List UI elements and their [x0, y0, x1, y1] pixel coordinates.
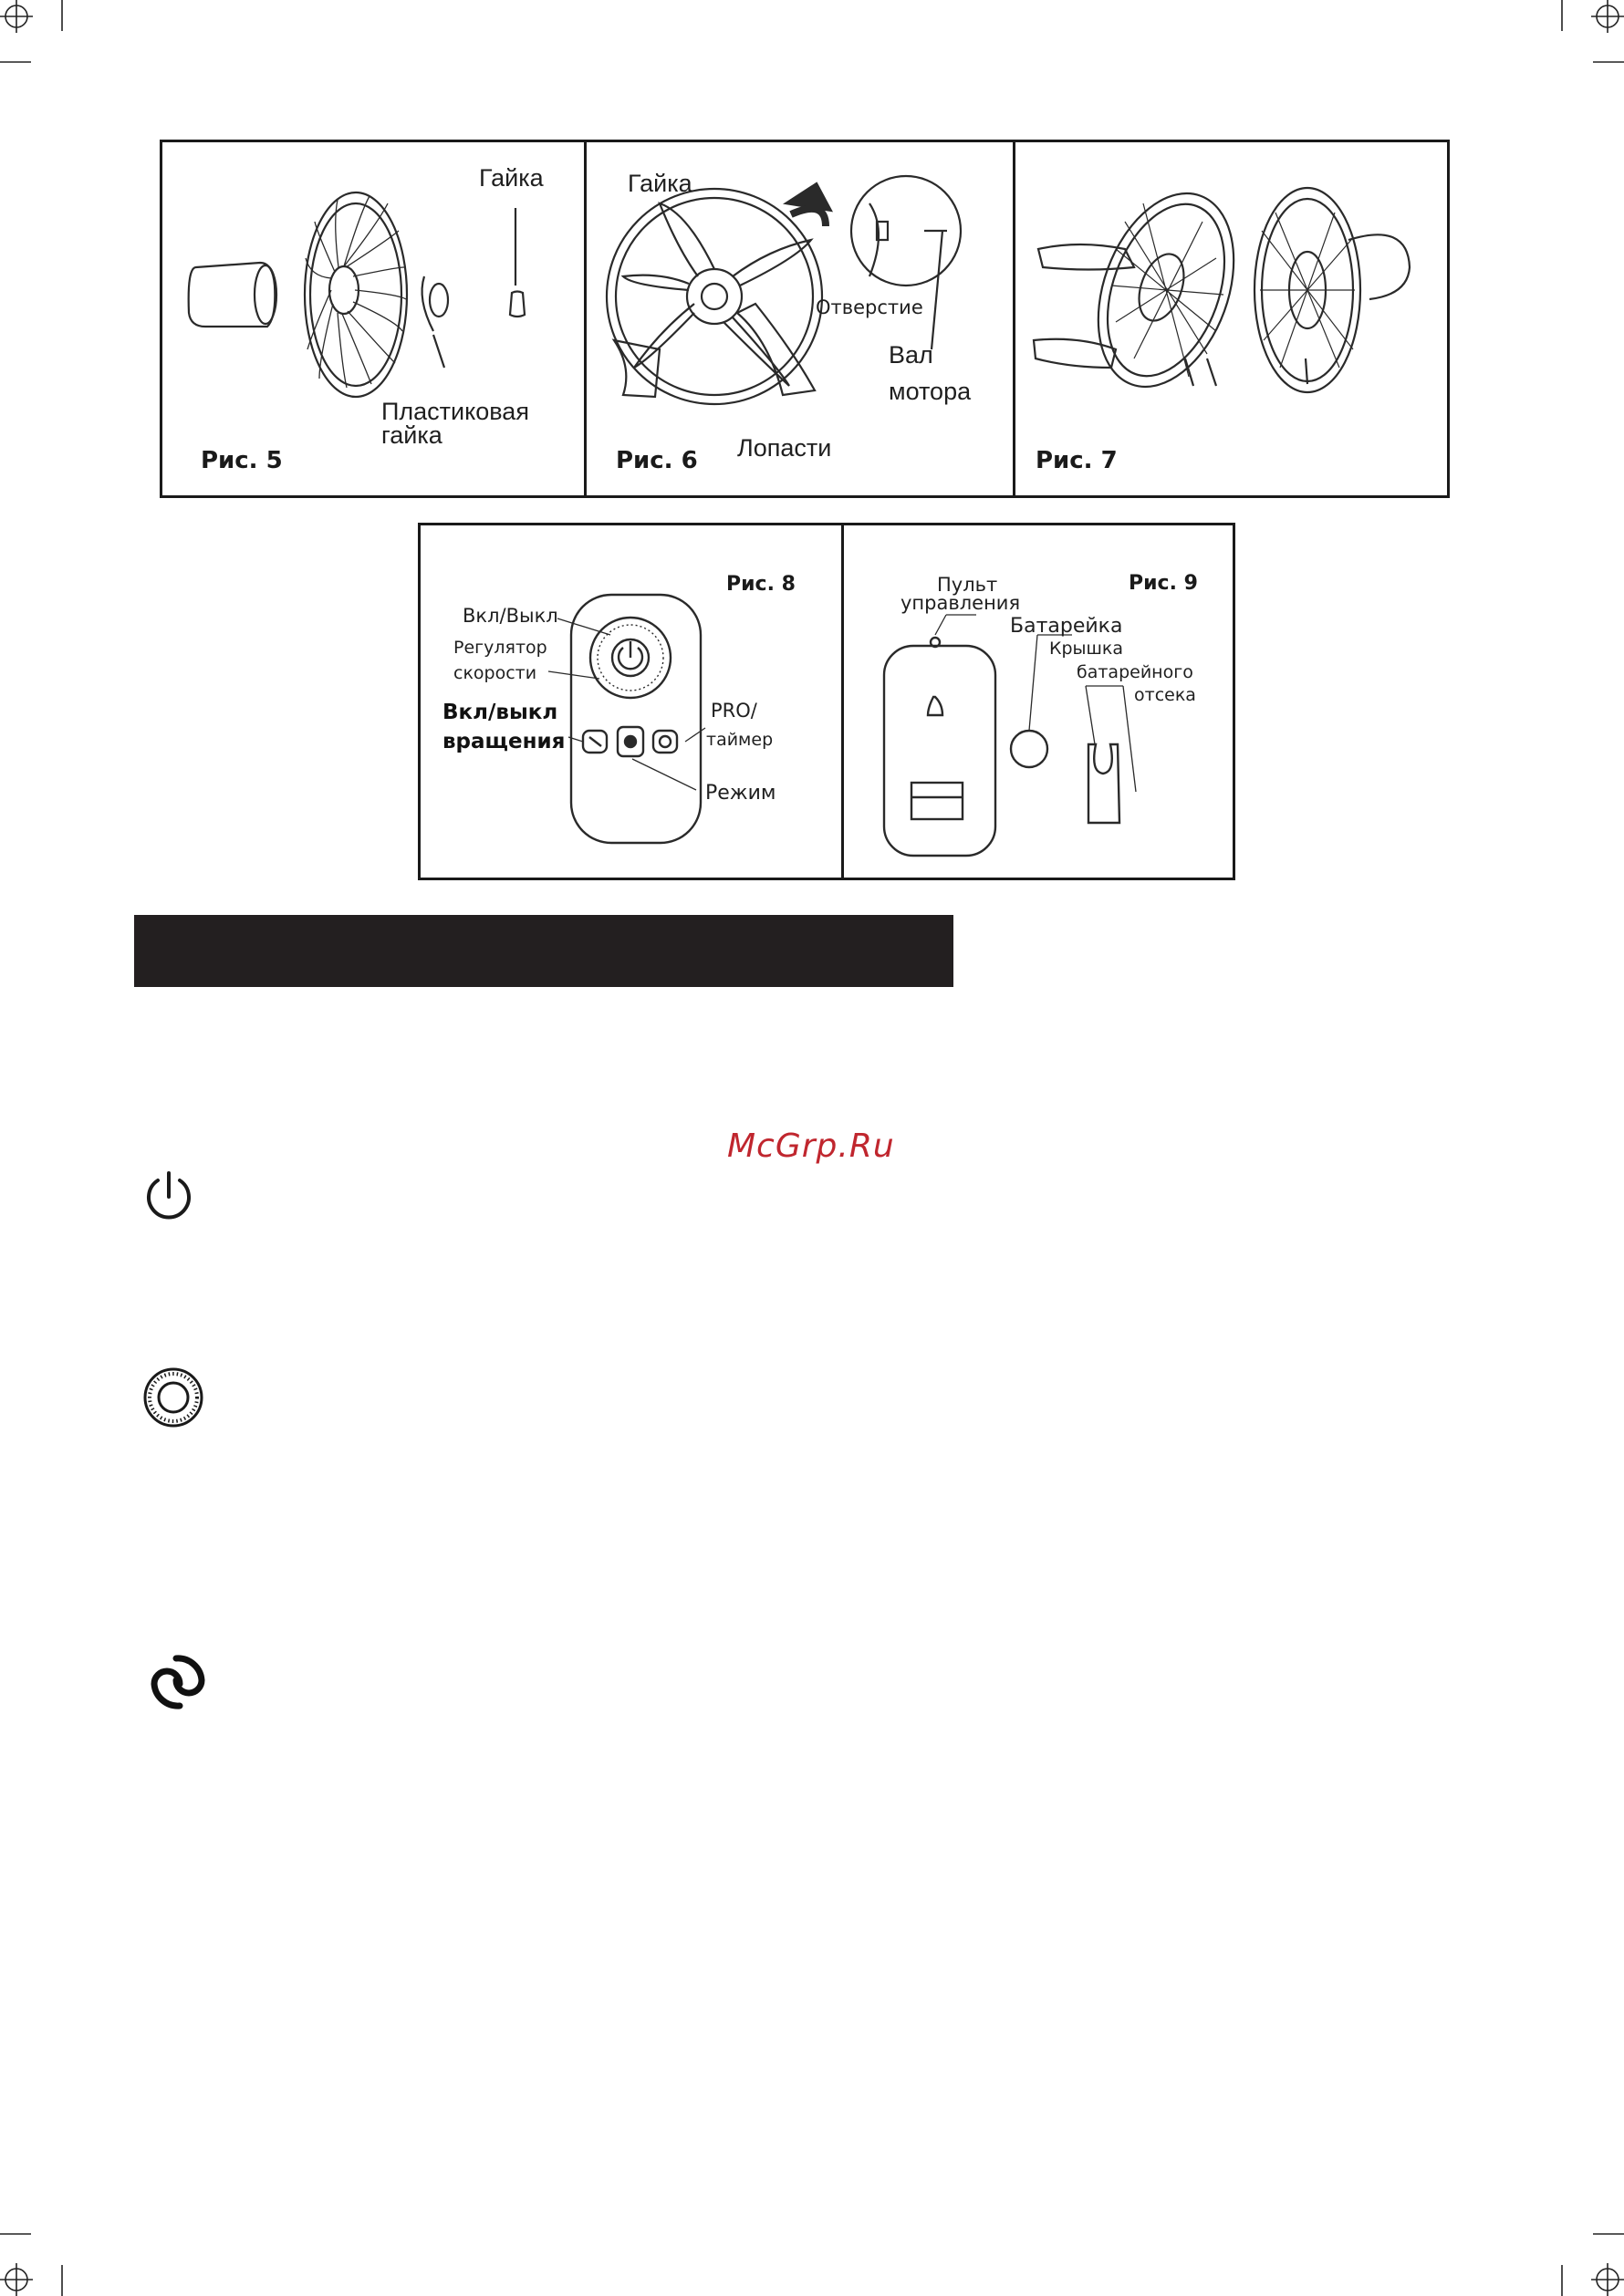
fig5-nut-label: Гайка: [479, 164, 544, 192]
fig8-speed-label-2: скорости: [453, 663, 537, 683]
fig8-mode-label: Режим: [705, 782, 776, 805]
fig8-power-label: Вкл/Выкл: [463, 605, 558, 627]
fig5-caption: Рис. 5: [201, 447, 283, 474]
fig8-pro-label: PRO/: [711, 700, 757, 722]
fig9-remote-label: Пульт: [937, 574, 998, 596]
fig6-nut-label: Гайка: [628, 170, 692, 197]
fig8-oscillation-label-2: вращения: [442, 730, 566, 753]
fig7-caption: Рис. 7: [1036, 447, 1118, 474]
fig5-plastic-nut-label-2: гайка: [381, 421, 442, 449]
swirl-mode-icon: [149, 1653, 207, 1711]
fig9-remote-label-2: управления: [900, 592, 1021, 614]
section-header-bar: [134, 915, 953, 987]
fig6-blades-label: Лопасти: [737, 434, 832, 462]
watermark: McGrp.Ru: [727, 1127, 895, 1165]
fan-assembly-illustration: [160, 140, 584, 498]
fig6-shaft-label: Вал: [889, 341, 933, 369]
fig8-speed-label: Регулятор: [453, 638, 547, 658]
fig5-plastic-nut-label: Пластиковая: [381, 398, 529, 425]
fig6-caption: Рис. 6: [616, 447, 698, 474]
speed-dial-icon: [141, 1366, 205, 1429]
fig9-cover-label-3: отсека: [1134, 685, 1196, 705]
grille-assembly-illustration: [1015, 140, 1450, 498]
power-icon: [141, 1168, 196, 1222]
fig9-battery-label: Батарейка: [1010, 615, 1123, 638]
fig9-cover-label-2: батарейного: [1077, 662, 1193, 682]
fig8-pro-label-2: таймер: [706, 730, 774, 750]
fig9-cover-label: Крышка: [1049, 639, 1124, 659]
fig6-shaft-label-2: мотора: [889, 378, 972, 405]
fig8-caption: Рис. 8: [726, 573, 796, 596]
fig6-hole-label: Отверстие: [816, 296, 923, 318]
fig9-caption: Рис. 9: [1129, 572, 1198, 595]
fig8-oscillation-label: Вкл/выкл: [442, 701, 558, 724]
